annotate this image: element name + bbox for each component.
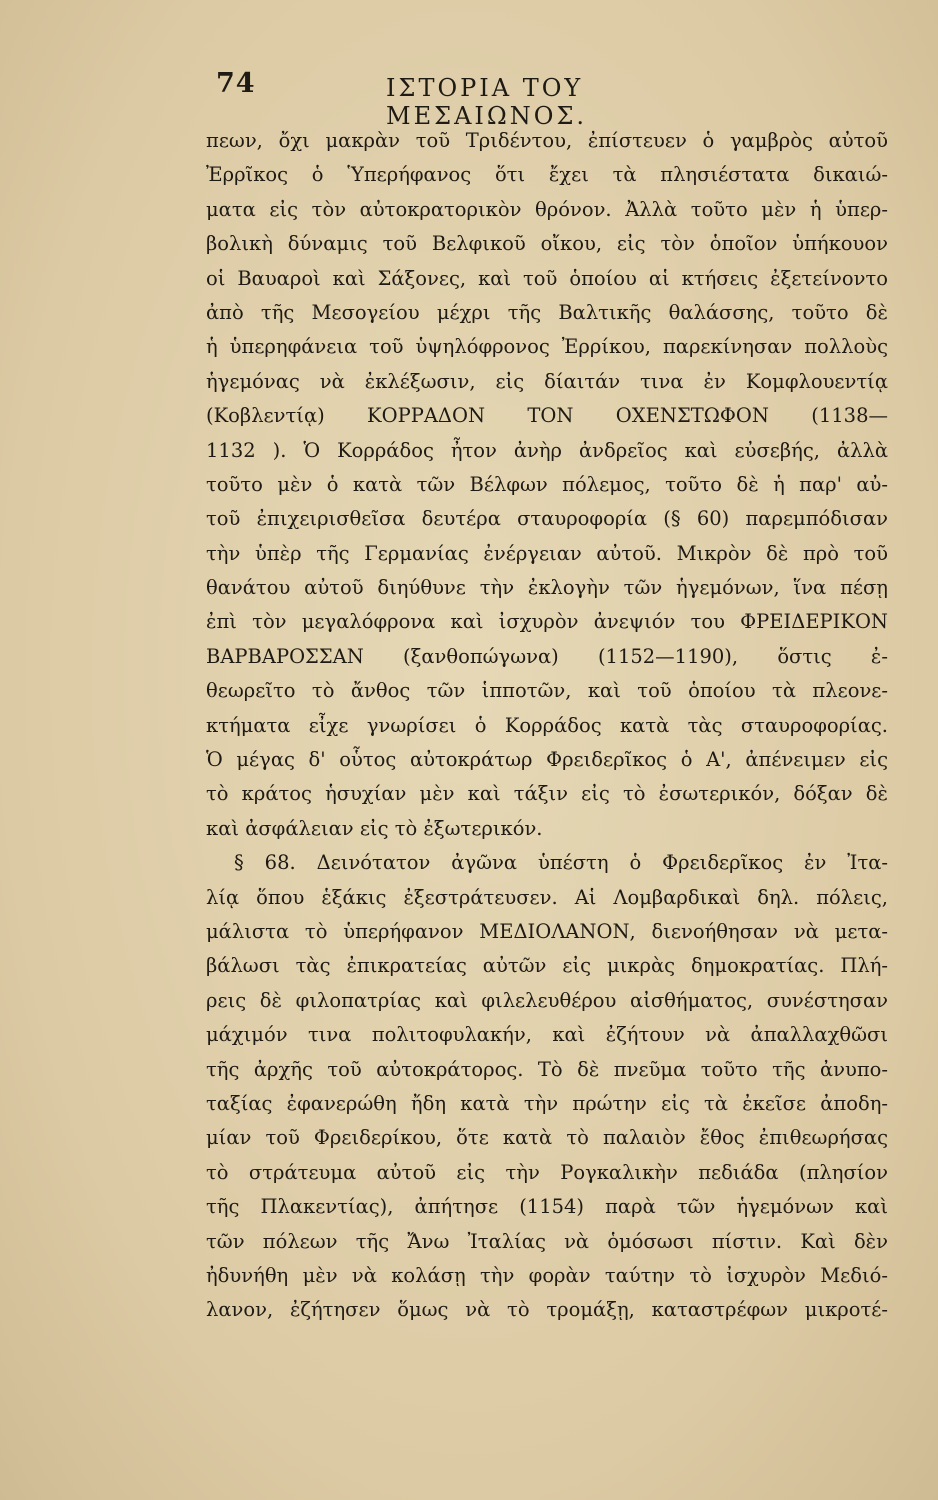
text-line: οἱ Βαυαροὶ καὶ Σάξονες, καὶ τοῦ ὁποίου αἱ κτήσεις ἐξετείνοντο	[206, 266, 888, 290]
text-line: τῆς Πλακεντίας), ἀπήτησε (1154) παρὰ τῶν ἡγεμόνων καὶ	[206, 1195, 888, 1219]
text-line: λανον, ἐζήτησεν ὅμως νὰ τὸ τρομάξῃ, καταστρέφων μικροτέ-	[206, 1298, 888, 1322]
section-68-first-line: § 68. Δεινότατον ἀγῶνα ὑπέστη ὁ Φρειδερῖκος ἐν Ἰτα-	[234, 851, 888, 875]
text-line: θεωρεῖτο τὸ ἄνθος τῶν ἱπποτῶν, καὶ τοῦ ὁποίου τὰ πλεονε-	[206, 679, 888, 703]
text-line: ἡγεμόνας νὰ ἐκλέξωσιν, εἰς δίαιτάν τινα ἐν Κομφλουεντίᾳ	[206, 369, 888, 393]
page-number: 74	[216, 68, 256, 99]
text-line: Ὁ μέγας δ' οὗτος αὐτοκράτωρ Φρειδερῖκος ὁ Α', ἀπένειμεν εἰς	[206, 748, 888, 772]
text-line: τὸ κράτος ἡσυχίαν μὲν καὶ τάξιν εἰς τὸ ἐσωτερικόν, δόξαν δὲ	[206, 782, 888, 806]
running-title: ΙΣΤΟΡΙΑ ΤΟΥ ΜΕΣΑΙΩΝΟΣ.	[386, 74, 588, 130]
page-header	[206, 62, 726, 130]
paragraph-end-line: καὶ ἀσφάλειαν εἰς τὸ ἐξωτερικόν.	[206, 816, 543, 840]
text-line: ἡ ὑπερηφάνεια τοῦ ὑψηλόφρονος Ἐρρίκου, παρεκίνησαν πολλοὺς	[206, 335, 888, 359]
text-line: τοῦ ἐπιχειρισθεῖσα δευτέρα σταυροφορία (§ 60) παρεμπόδισαν	[206, 507, 888, 531]
text-line: ἐπὶ τὸν μεγαλόφρονα καὶ ἰσχυρὸν ἀνεψιόν του ΦΡΕΙΔΕΡΙΚΟΝ	[206, 610, 888, 634]
body-text	[206, 124, 888, 1328]
text-line: (Κοβλεντίᾳ) ΚΟΡΡΑΔΟΝ ΤΟΝ ΟΧΕΝΣΤΩΦΟΝ (1138—	[206, 404, 888, 428]
text-line: πεων, ὄχι μακρὰν τοῦ Τριδέντου, ἐπίστευεν ὁ γαμβρὸς αὐτοῦ	[206, 129, 888, 152]
text-line: κτήματα εἶχε γνωρίσει ὁ Κορράδος κατὰ τὰς σταυροφορίας.	[206, 713, 888, 737]
text-line: ΒΑΡΒΑΡΟΣΣΑΝ (ξανθοπώγωνα) (1152—1190), ὅστις ἐ-	[206, 644, 888, 668]
text-line: Ἐρρῖκος ὁ Ὑπερήφανος ὅτι ἔχει τὰ πλησιέστατα δικαιώ-	[206, 163, 888, 187]
text-line: μάλιστα τὸ ὑπερήφανον ΜΕΔΙΟΛΑΝΟΝ, διενοήθησαν νὰ μετα-	[206, 919, 888, 943]
text-line: ματα εἰς τὸν αὐτοκρατορικὸν θρόνον. Ἀλλὰ τοῦτο μὲν ἡ ὑπερ-	[206, 197, 888, 221]
text-line: ρεις δὲ φιλοπατρίας καὶ φιλελευθέρου αἰσθήματος, συνέστησαν	[206, 988, 888, 1012]
text-line: μίαν τοῦ Φρειδερίκου, ὅτε κατὰ τὸ παλαιὸν ἔθος ἐπιθεωρήσας	[206, 1126, 888, 1150]
text-line: τῆς ἀρχῆς τοῦ αὐτοκράτορος. Τὸ δὲ πνεῦμα τοῦτο τῆς ἀνυπο-	[206, 1057, 888, 1081]
text-line: ἀπὸ τῆς Μεσογείου μέχρι τῆς Βαλτικῆς θαλάσσης, τοῦτο δὲ	[206, 300, 888, 324]
text-line: τὴν ὑπὲρ τῆς Γερμανίας ἐνέργειαν αὐτοῦ. Μικρὸν δὲ πρὸ τοῦ	[206, 541, 888, 565]
text-line: μάχιμόν τινα πολιτοφυλακήν, καὶ ἐζήτουν νὰ ἀπαλλαχθῶσι	[206, 1023, 888, 1047]
text-line: τοῦτο μὲν ὁ κατὰ τῶν Βέλφων πόλεμος, τοῦτο δὲ ἡ παρ' αὐ-	[206, 472, 888, 496]
text-line: τὸ στράτευμα αὐτοῦ εἰς τὴν Ρογκαλικὴν πεδιάδα (πλησίον	[206, 1160, 888, 1184]
text-line: θανάτου αὐτοῦ διηύθυνε τὴν ἐκλογὴν τῶν ἡγεμόνων, ἵνα πέσῃ	[206, 576, 888, 600]
text-line: τῶν πόλεων τῆς Ἄνω Ἰταλίας νὰ ὁμόσωσι πίστιν. Καὶ δὲν	[206, 1229, 888, 1253]
text-line: 1132 ). Ὁ Κορράδος ἦτον ἀνὴρ ἀνδρεῖος καὶ εὐσεβής, ἀλλὰ	[206, 438, 888, 462]
text-line: ἠδυνήθη μὲν νὰ κολάσῃ τὴν φορὰν ταύτην τὸ ἰσχυρὸν Μεδιό-	[206, 1263, 888, 1287]
text-line: βολικὴ δύναμις τοῦ Βελφικοῦ οἴκου, εἰς τὸν ὁποῖον ὑπήκουον	[206, 232, 888, 256]
text-line: ταξίας ἐφανερώθη ἤδη κατὰ τὴν πρώτην εἰς τὰ ἐκεῖσε ἀποδη-	[206, 1091, 888, 1115]
text-line: βάλωσι τὰς ἐπικρατείας αὐτῶν εἰς μικρὰς δημοκρατίας. Πλή-	[206, 954, 888, 978]
text-line: λίᾳ ὅπου ἑξάκις ἐξεστράτευσεν. Αἱ Λομβαρδικαὶ δηλ. πόλεις,	[206, 885, 888, 909]
